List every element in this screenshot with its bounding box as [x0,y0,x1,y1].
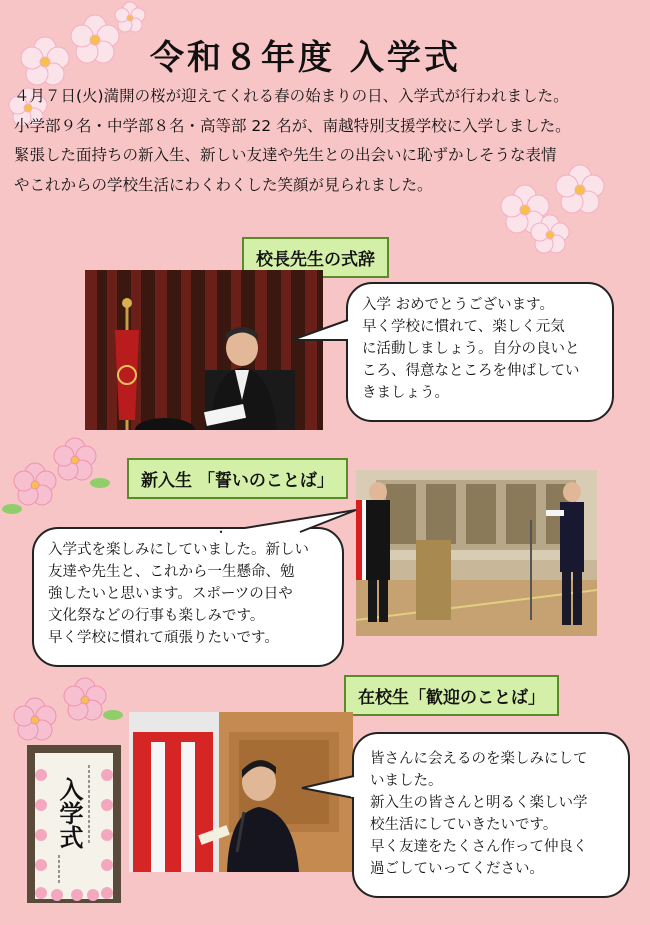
bubble-tail [300,774,356,804]
speech-line: 強したいと思います。スポーツの日や [48,586,293,602]
speech-line: 早く学校に慣れて頑張りたいです。 [48,630,279,646]
new-student-pledge-label: 新入生 「誓いのことば」 [127,458,348,499]
page-title: 令和８年度 入学式 [150,38,461,78]
speech-line: 文化祭などの行事も楽しみです。 [48,608,265,624]
new-student-speech-bubble [32,527,344,667]
bubble-tail [290,318,350,348]
sign-text: 入学式 [55,777,84,849]
cherry-blossom-icon [0,425,125,525]
current-student-welcome-label: 在校生「歓迎のことば」 [344,675,559,716]
sign-photo [27,745,121,903]
speech-line: 過ごしていってください。 [370,861,544,877]
current-student-speech-bubble [352,732,630,898]
speech-line: 新入生の皆さんと明るく楽しい学 [370,795,588,811]
speech-line: 校生活にしていきたいです。 [370,817,558,833]
principal-photo [85,270,323,430]
intro-line: 小学部９名・中学部８名・高等部 22 名が、南越特別支援学校に入学しました。 [14,116,571,135]
speech-line: 皆さんに会えるのを楽しみにして [370,751,588,767]
speech-line: 友達や先生と、これから一生懸命、勉 [48,564,295,580]
speech-line: 入学 おめでとうございます。 [362,297,554,313]
intro-line: やこれからの学校生活にわくわくした笑顔が見られました。 [14,175,433,194]
principal-speech-bubble [346,282,614,422]
cherry-blossom-icon [5,665,130,755]
principal-speech-label: 校長先生の式辞 [242,237,389,278]
speech-line: に活動しましょう。自分の良いと [362,341,580,357]
intro-line: ４月７日(火)満開の桜が迎えてくれる春の始まりの日、入学式が行われました。 [14,87,569,105]
speech-line: いました。 [370,773,443,789]
speech-line: きましょう。 [362,385,449,401]
speech-line: 早く学校に慣れて、楽しく元気 [362,319,565,335]
intro-text [14,82,639,200]
bubble-tail [180,508,360,534]
intro-line: 緊張した面持ちの新入生、新しい友達や先生との出会いに恥ずかしそうな表情 [14,146,557,164]
new-student-photo [356,470,597,636]
speech-line: 早く友達をたくさん作って仲良く [370,839,588,855]
speech-line: 入学式を楽しみにしていました。新しい [48,542,309,558]
speech-line: ころ、得意なところを伸ばしてい [362,363,580,379]
